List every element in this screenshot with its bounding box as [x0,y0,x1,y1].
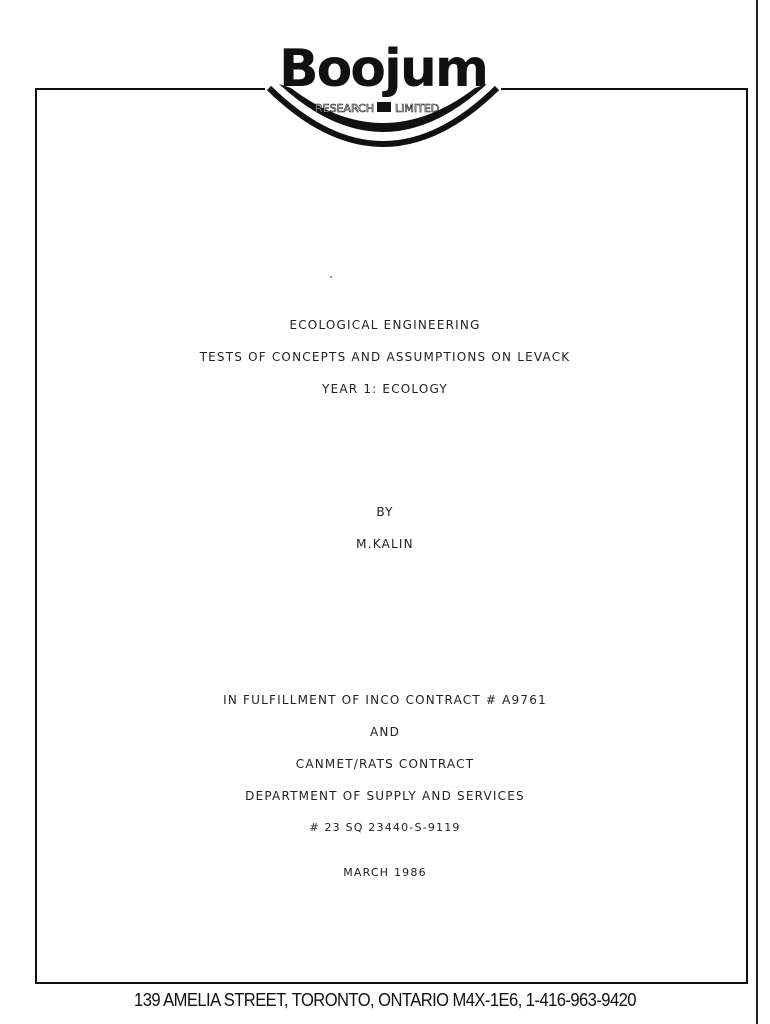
svg-text:LIMITED: LIMITED [395,102,440,115]
company-address: 139 AMELIA STREET, TORONTO, ONTARIO M4X-1E6, 1-416-963-9420 [134,990,636,1010]
contract-number: # 23 SQ 23440-S-9119 [309,821,461,834]
report-title-line-3: YEAR 1: ECOLOGY [322,382,448,396]
page-frame [35,88,748,984]
author-by: BY [376,505,394,519]
contract-line-4: DEPARTMENT OF SUPPLY AND SERVICES [245,789,525,803]
contract-line-1: IN FULFILLMENT OF INCO CONTRACT # A9761 [223,693,547,707]
author-name: M.KALIN [356,537,414,551]
report-title-line-2: TESTS OF CONCEPTS AND ASSUMPTIONS ON LEVACK [199,350,571,364]
contract-line-3: CANMET/RATS CONTRACT [295,757,475,771]
contract-line-2: AND [369,725,401,739]
company-logo [265,30,501,158]
scan-speck [330,276,332,278]
svg-text:Boojum: Boojum [278,39,488,99]
report-date: MARCH 1986 [343,866,427,879]
report-title-line-1: ECOLOGICAL ENGINEERING [289,318,481,332]
svg-text:RESEARCH: RESEARCH [315,102,375,115]
